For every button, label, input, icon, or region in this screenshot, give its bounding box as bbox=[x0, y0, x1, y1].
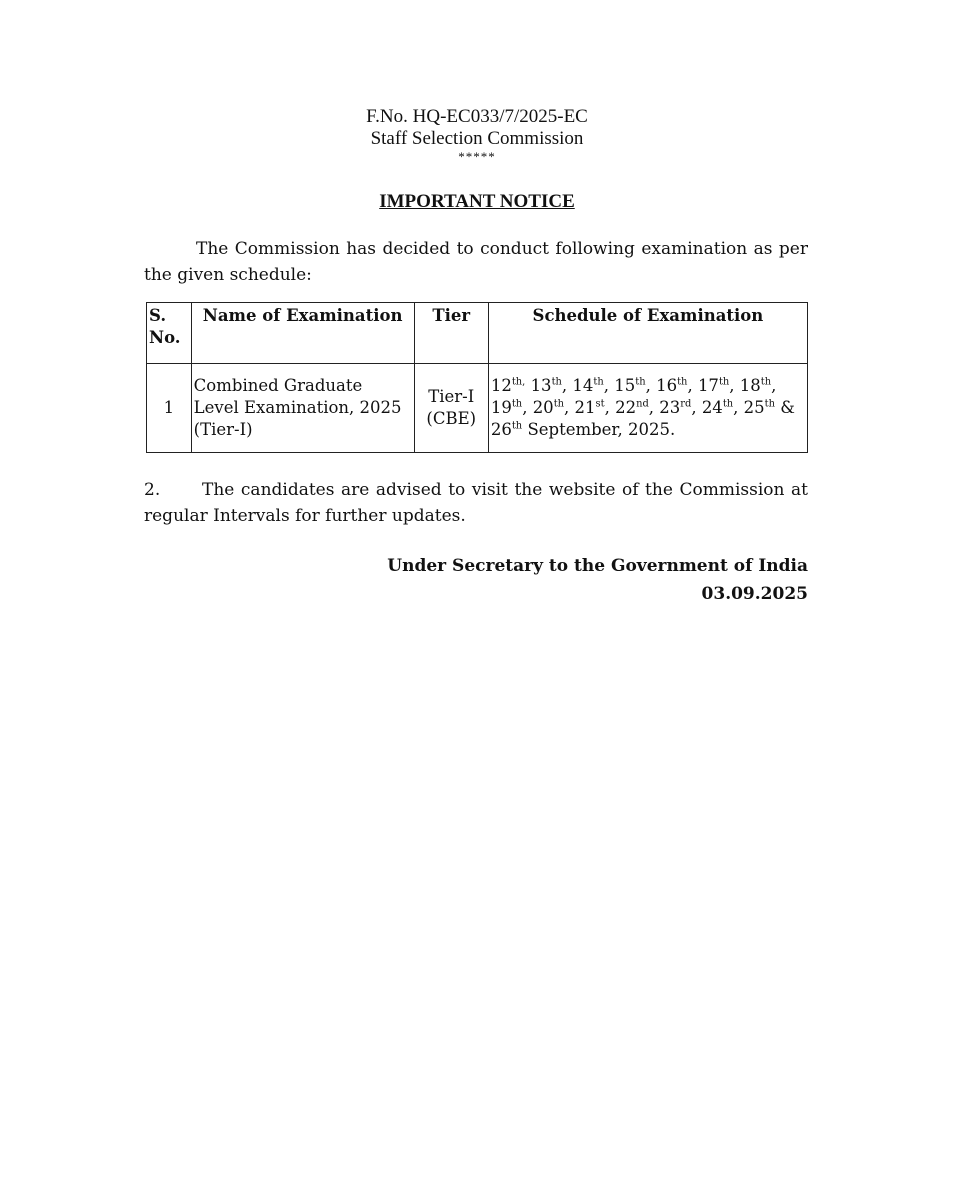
schedule-month-year: September, 2025. bbox=[527, 420, 676, 439]
schedule-day: 12 bbox=[490, 376, 512, 395]
schedule-day: 20 bbox=[532, 398, 554, 417]
schedule-day-suffix: rd bbox=[680, 398, 692, 410]
advisory-text: The candidates are advised to visit the website of the Commission at regular Intervals for further updates. bbox=[144, 480, 808, 526]
schedule-day-suffix: th bbox=[635, 376, 646, 388]
header-sno: S. No. bbox=[147, 303, 192, 364]
paragraph-number: 2. bbox=[144, 480, 161, 500]
notice-date: 03.09.2025 bbox=[701, 584, 808, 604]
separator-stars: ***** bbox=[458, 149, 496, 164]
schedule-day-suffix: th bbox=[511, 398, 523, 410]
schedule-day-suffix: th bbox=[677, 376, 688, 388]
row-exam-name: Combined Graduate Level Examination, 2025 (Tier-I) bbox=[191, 364, 414, 453]
schedule-day-suffix: th bbox=[551, 376, 562, 388]
table-header-row bbox=[147, 303, 808, 364]
schedule-day-suffix: th bbox=[593, 376, 604, 388]
header-schedule: Schedule of Examination bbox=[488, 303, 807, 364]
schedule-day: 22 bbox=[615, 398, 637, 417]
schedule-day-suffix: th bbox=[511, 420, 523, 432]
schedule-day: 14 bbox=[572, 376, 594, 395]
schedule-day-suffix: th bbox=[553, 398, 565, 410]
schedule-day: 19 bbox=[490, 398, 512, 417]
schedule-day-suffix: nd bbox=[636, 398, 649, 410]
schedule-day-suffix: th bbox=[760, 376, 772, 388]
schedule-day-suffix: th bbox=[722, 398, 734, 410]
signature-block bbox=[144, 552, 808, 608]
signatory-designation: Under Secretary to the Government of India bbox=[387, 556, 808, 576]
schedule-day: 25 bbox=[743, 398, 765, 417]
row-sno: 1 bbox=[147, 364, 192, 453]
header-exam-name: Name of Examination bbox=[191, 303, 414, 364]
schedule-day: 15 bbox=[614, 376, 636, 395]
schedule-table bbox=[146, 302, 808, 453]
advisory-paragraph bbox=[144, 477, 808, 529]
organization-name: Staff Selection Commission bbox=[370, 128, 584, 149]
header-tier: Tier bbox=[414, 303, 488, 364]
schedule-day-suffix: st bbox=[595, 398, 605, 410]
schedule-dates: $12^{th,}$ 13th, 14th, 15th, 16th, 17th, 18th, 19th, 20th, 21st, 22nd, 23rd, 24th, 25th & 26th September, 2025. bbox=[490, 376, 795, 439]
notice-title: IMPORTANT NOTICE bbox=[379, 191, 575, 212]
table-row bbox=[147, 364, 808, 453]
schedule-day: 17 bbox=[697, 376, 719, 395]
schedule-day: 21 bbox=[574, 398, 596, 417]
schedule-day-suffix: th, bbox=[511, 376, 526, 388]
schedule-day: 13 bbox=[530, 376, 552, 395]
schedule-day: 23 bbox=[659, 398, 681, 417]
schedule-day: 26 bbox=[490, 420, 512, 439]
schedule-day: 24 bbox=[701, 398, 723, 417]
schedule-day-suffix: th bbox=[764, 398, 775, 410]
schedule-day: 16 bbox=[656, 376, 678, 395]
intro-paragraph: The Commission has decided to conduct following examination as per the given schedule: bbox=[144, 239, 808, 285]
schedule-day: 18 bbox=[739, 376, 761, 395]
file-number: F.No. HQ-EC033/7/2025-EC bbox=[366, 106, 588, 127]
schedule-day-suffix: th bbox=[718, 376, 730, 388]
row-tier: Tier-I (CBE) bbox=[414, 364, 488, 453]
row-schedule bbox=[488, 364, 807, 453]
